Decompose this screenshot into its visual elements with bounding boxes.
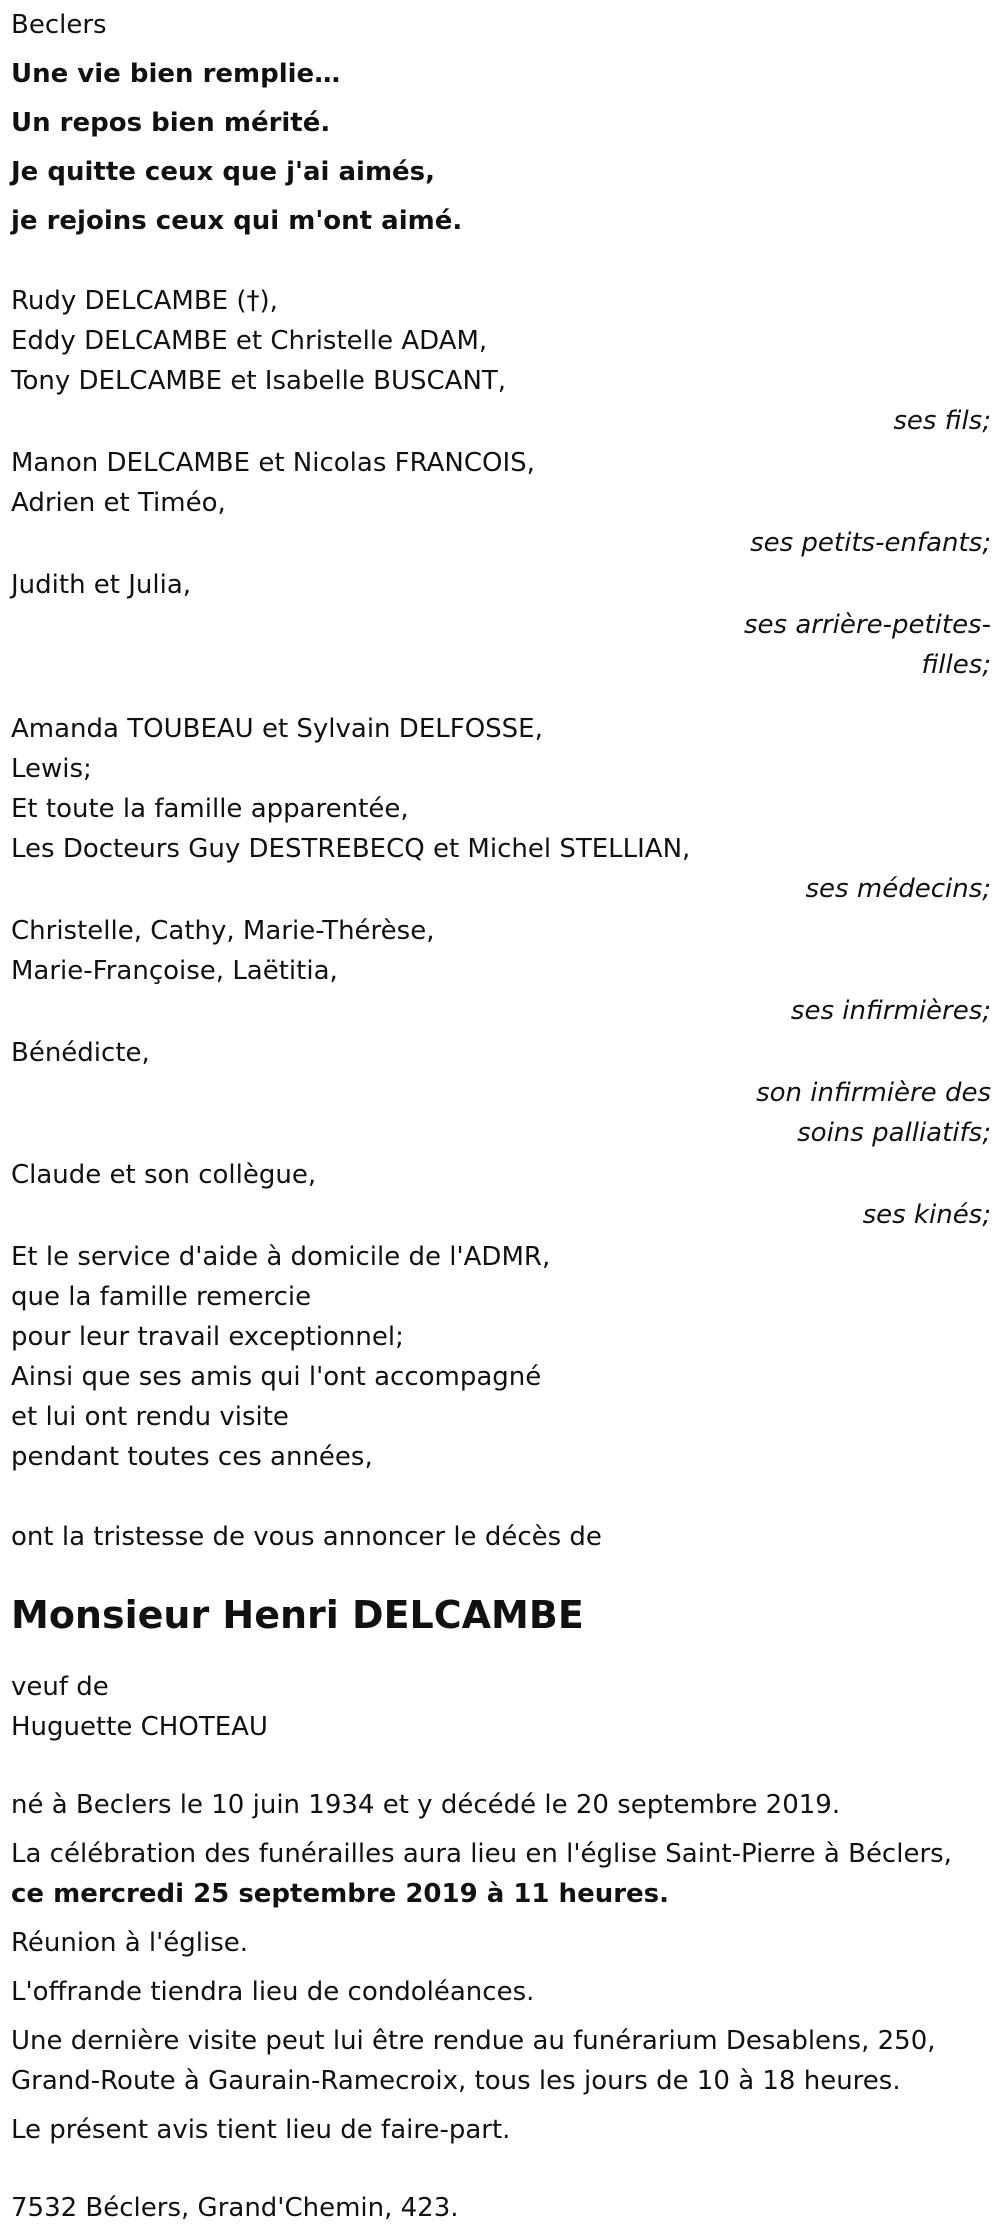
role-doctors: ses médecins;	[805, 874, 991, 904]
offering-info: L'offrande tiendra lieu de condoléances.	[11, 1977, 535, 2007]
thanks-6: pendant toutes ces années,	[11, 1442, 373, 1472]
role-nurses: ses infirmières;	[790, 996, 991, 1026]
nurses-2: Marie-Françoise, Laëtitia,	[11, 956, 338, 986]
nurses-1: Christelle, Cathy, Marie-Thérèse,	[11, 916, 435, 946]
birth-death: né à Beclers le 10 juin 1934 et y décédé le 20 septembre 2019.	[11, 1790, 841, 1820]
relative-1: Amanda TOUBEAU et Sylvain DELFOSSE,	[11, 714, 543, 744]
obituary-notice	[11, 0, 991, 2228]
grandchild-1: Manon DELCAMBE et Nicolas FRANCOIS,	[11, 448, 535, 478]
thanks-1: Et le service d'aide à domicile de l'ADMR,	[11, 1242, 551, 1272]
verse-line-1: Une vie bien remplie…	[11, 59, 341, 89]
doctors: Les Docteurs Guy DESTREBECQ et Michel STELLIAN,	[11, 834, 691, 864]
visit-info-2: Grand-Route à Gaurain-Ramecroix, tous les jours de 10 à 18 heures.	[11, 2066, 901, 2096]
role-great-grandchildren-1: ses arrière-petites-	[744, 610, 991, 640]
notice-info: Le présent avis tient lieu de faire-part.	[11, 2115, 511, 2145]
verse-line-4: je rejoins ceux qui m'ont aimé.	[11, 206, 463, 236]
spouse-name: Huguette CHOTEAU	[11, 1712, 268, 1742]
role-palliative-2: soins palliatifs;	[797, 1118, 991, 1148]
funeral-date: ce mercredi 25 septembre 2019 à 11 heures.	[11, 1879, 670, 1909]
village-name: Beclers	[11, 10, 107, 40]
role-physio: ses kinés;	[862, 1200, 991, 1230]
relative-2: Lewis;	[11, 754, 92, 784]
son-1: Rudy DELCAMBE (†),	[11, 286, 278, 316]
widower-label: veuf de	[11, 1672, 109, 1702]
grandchild-2: Adrien et Timéo,	[11, 488, 226, 518]
funeral-info: La célébration des funérailles aura lieu en l'église Saint-Pierre à Béclers,	[11, 1839, 952, 1869]
relative-3: Et toute la famille apparentée,	[11, 794, 409, 824]
visit-info-1: Une dernière visite peut lui être rendue au funérarium Desablens, 250,	[11, 2026, 936, 2056]
announcement-intro: ont la tristesse de vous annoncer le décès de	[11, 1522, 602, 1552]
role-great-grandchildren-2: filles;	[921, 650, 991, 680]
physio: Claude et son collègue,	[11, 1160, 317, 1190]
verse-line-2: Un repos bien mérité.	[11, 108, 331, 138]
palliative-nurse: Bénédicte,	[11, 1038, 150, 1068]
thanks-3: pour leur travail exceptionnel;	[11, 1322, 404, 1352]
thanks-4: Ainsi que ses amis qui l'ont accompagné	[11, 1362, 542, 1392]
role-sons: ses fils;	[893, 406, 991, 436]
verse-line-3: Je quitte ceux que j'ai aimés,	[11, 157, 436, 187]
role-grandchildren: ses petits-enfants;	[750, 528, 991, 558]
meeting-info: Réunion à l'église.	[11, 1928, 249, 1958]
deceased-name: Monsieur Henri DELCAMBE	[11, 1593, 584, 1637]
family-address: 7532 Béclers, Grand'Chemin, 423.	[11, 2193, 459, 2223]
son-2: Eddy DELCAMBE et Christelle ADAM,	[11, 326, 488, 356]
great-grandchildren: Judith et Julia,	[11, 570, 192, 600]
son-3: Tony DELCAMBE et Isabelle BUSCANT,	[11, 366, 507, 396]
thanks-5: et lui ont rendu visite	[11, 1402, 289, 1432]
thanks-2: que la famille remercie	[11, 1282, 312, 1312]
role-palliative-1: son infirmière des	[756, 1078, 991, 1108]
